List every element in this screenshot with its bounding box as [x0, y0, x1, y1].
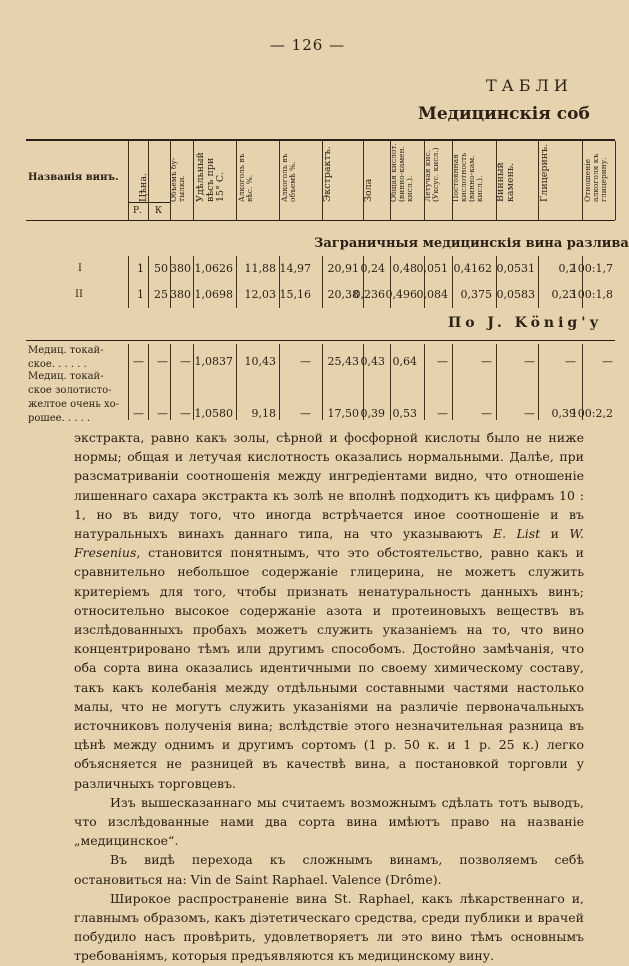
- row-label: Медиц. токай- ское золотисто- желтое очень хо- рошее. . . . .: [28, 371, 119, 424]
- column-header: Объемъ бу-тылки.: [169, 157, 186, 202]
- section-konig: По J. König'у: [448, 315, 603, 331]
- row-divider: [148, 344, 149, 420]
- row-2-cell: 0,084: [416, 288, 448, 301]
- subhead-kop: К: [155, 206, 162, 216]
- row-2-cell: 0,375: [460, 288, 492, 301]
- row-4-cell: —: [481, 407, 492, 420]
- row-4-cell: —: [180, 407, 191, 420]
- row-1-cell: 0,24: [360, 262, 385, 275]
- column-divider: [615, 141, 616, 220]
- row-4-cell: 0,39: [551, 407, 576, 420]
- row-3-cell: 0,64: [392, 355, 417, 368]
- row-divider: [170, 344, 171, 420]
- conjunction: и: [540, 526, 570, 542]
- column-header: Цѣна.: [138, 172, 149, 202]
- row-4-cell: 9,18: [251, 407, 276, 420]
- row-divider: [128, 344, 129, 420]
- page-number: — 126 —: [269, 36, 346, 54]
- price-subrule: [128, 202, 170, 203]
- column-header: Алкоголь въ вѣс. %.: [237, 153, 254, 202]
- row-2-cell: 0,23: [551, 288, 576, 301]
- row-2-cell: 1: [137, 288, 144, 301]
- column-header: Глицеринъ.: [539, 143, 550, 202]
- row-1-cell: 0,4162: [453, 262, 492, 275]
- row-1-cell: 14,97: [279, 262, 311, 275]
- author-list: E. List: [492, 526, 541, 542]
- row-label: Медиц. токай- ское. . . . . .: [28, 345, 104, 370]
- column-header: Алкоголь въ объемѣ %.: [280, 153, 297, 202]
- row-1-cell: 0,2: [558, 262, 576, 275]
- row-divider: [236, 256, 237, 308]
- row-4-cell: —: [437, 407, 448, 420]
- paragraph-1: экстракта, равно какъ золы, сѣрной и фосфорной кислоты было не ниже нормы; общая и летучая кислотность оказались нормальными. Далѣе, при разсматриваніи соотношенія между ингредіентами видно, что отношеніе лишеннаго сахара экстракта къ золѣ не вполнѣ подходитъ къ цифрамъ 10 : 1, но въ виду того, что иногда встрѣчается иное соотношеніе и въ натуральныхъ винахъ даннаго типа, на что указываютъ: [74, 430, 584, 542]
- row-4-cell: 17,50: [327, 407, 359, 420]
- table-section-rule: [26, 340, 615, 341]
- row-3-cell: 10,43: [244, 355, 276, 368]
- row-4-cell: 100:2,2: [570, 407, 613, 420]
- row-1-cell: 0,0531: [496, 262, 535, 275]
- subhead-rub: Р.: [133, 206, 142, 216]
- row-divider: [496, 344, 497, 420]
- paragraph-1-rest: , становится понятнымъ, что это обстоятельство, равно какъ и сравнительно небольшое содержаніе глицерина, не можетъ служить критеріемъ для того, чтобы признать ненатуральность данныхъ винъ; относительно высокое содержаніе азота и протеиновыхъ веществъ въ изслѣдованныхъ пробахъ можетъ служить указаніемъ на то, что вино концентрировано тѣмъ или другимъ способомъ. Достойно замѣчанія, что оба сорта вина оказались идентичными по своему химическому составу, такъ какъ колебанія между отдѣльными составными частями настолько малы, что не могутъ служить указаніями на различіе первоначальныхъ источниковъ полученія вина; вслѣдствіе этого незначительная разница въ цѣнѣ между однимъ и другимъ сортомъ (1 р. 50 к. и 1 р. 25 к.) легко объясняется не разницей въ качествѣ вина, а постановкой торговли у различныхъ торговцевъ.: [74, 545, 584, 791]
- row-divider: [236, 344, 237, 420]
- column-header: Общая кислот. (винно-камен. кисл.).: [389, 143, 414, 202]
- paragraph-4: Широкое распространеніе вина St. Raphael, какъ лѣкарственнаго и, главнымъ образомъ, какъ діэтетическаго средства, среди публики и врачей побудило насъ провѣрить, удовлетворяетъ ли это вино тѣмъ основнымъ требованіямъ, которыя предъявляются къ медицинскому вину.: [74, 890, 584, 964]
- row-divider: [279, 344, 280, 420]
- row-2-cell: 15,16: [279, 288, 311, 301]
- row-4-cell: 1,0580: [194, 407, 233, 420]
- row-3-cell: —: [133, 355, 144, 368]
- row-1-cell: 50: [154, 262, 168, 275]
- row-divider: [424, 344, 425, 420]
- row-3-cell: —: [437, 355, 448, 368]
- row-2-cell: 0,0583: [496, 288, 535, 301]
- column-header: Экстрактъ.: [322, 146, 333, 202]
- row-3-cell: —: [300, 355, 311, 368]
- row-3-cell: —: [157, 355, 168, 368]
- row-divider: [538, 344, 539, 420]
- row-1-cell: 100:1,7: [570, 262, 613, 275]
- row-2-cell: 25: [154, 288, 168, 301]
- author-fresenius: W. Fresenius: [74, 526, 584, 561]
- row-2-cell: 12,03: [244, 288, 276, 301]
- table-subtitle: Медицинскія соб: [418, 104, 590, 124]
- column-header: Зола: [363, 178, 374, 202]
- row-1-cell: 1: [137, 262, 144, 275]
- row-1-cell: 0,48: [392, 262, 417, 275]
- column-header: Постоянная кислотность (винно-кам. кисл.).: [451, 152, 484, 202]
- column-divider: [128, 141, 129, 220]
- row-2-cell: 380: [170, 288, 191, 301]
- row-4-cell: —: [300, 407, 311, 420]
- column-header: Летучая кис. (Уксус. кисл.): [423, 147, 440, 202]
- row-divider: [128, 256, 129, 308]
- row-4-cell: —: [133, 407, 144, 420]
- table-header-rule: [26, 220, 615, 221]
- column-header: Удѣльный вѣсъ при 15° С.: [195, 152, 226, 202]
- row-2-cell: 1,0698: [194, 288, 233, 301]
- row-divider: [452, 344, 453, 420]
- row-2-cell: 0,496: [385, 288, 417, 301]
- table-top-rule: [26, 139, 615, 141]
- row-3-cell: 25,43: [327, 355, 359, 368]
- row-4-cell: —: [524, 407, 535, 420]
- row-3-cell: —: [524, 355, 535, 368]
- row-1-cell: 1,0626: [194, 262, 233, 275]
- row-3-cell: —: [602, 355, 613, 368]
- row-divider: [322, 344, 323, 420]
- row-3-cell: —: [565, 355, 576, 368]
- paragraph-2: Изъ вышесказаннаго мы считаемъ возможнымъ сдѣлать тотъ выводъ, что изслѣдованные нами два сорта вина имѣютъ право на названіе „медицинское“.: [74, 794, 584, 849]
- row-4-cell: 0,53: [392, 407, 417, 420]
- row-label: II: [75, 289, 83, 300]
- row-1-cell: 11,88: [244, 262, 276, 275]
- column-header: Винный камень.: [495, 162, 516, 202]
- paragraph-3: Въ видѣ перехода къ сложнымъ винамъ, позволяемъ себѣ остановиться на: Vin de Saint Raphael. Valence (Drôme).: [74, 852, 584, 887]
- section-foreign-wines: Заграничныя медицинскія вина разлива: [314, 236, 629, 251]
- row-2-cell: 20,38: [327, 288, 359, 301]
- table-title: ТАБЛИ: [486, 76, 573, 95]
- row-label: I: [78, 263, 82, 274]
- column-header-name: Названія винъ.: [28, 172, 119, 183]
- row-2-cell: 100:1,8: [570, 288, 613, 301]
- row-3-cell: —: [180, 355, 191, 368]
- row-4-cell: 0,39: [360, 407, 385, 420]
- row-3-cell: 1,0837: [194, 355, 233, 368]
- row-4-cell: —: [157, 407, 168, 420]
- row-3-cell: 0,43: [360, 355, 385, 368]
- row-2-cell: 0,236: [353, 288, 385, 301]
- row-divider: [148, 256, 149, 308]
- row-3-cell: —: [481, 355, 492, 368]
- column-header: Отношеніе алкоголя къ глицерину.: [583, 153, 608, 202]
- row-divider: [322, 256, 323, 308]
- row-1-cell: 380: [170, 262, 191, 275]
- body-text: [74, 428, 584, 966]
- column-divider: [193, 141, 194, 220]
- row-1-cell: 0,051: [416, 262, 448, 275]
- row-divider: [538, 256, 539, 308]
- row-1-cell: 20,91: [327, 262, 359, 275]
- row-divider: [390, 344, 391, 420]
